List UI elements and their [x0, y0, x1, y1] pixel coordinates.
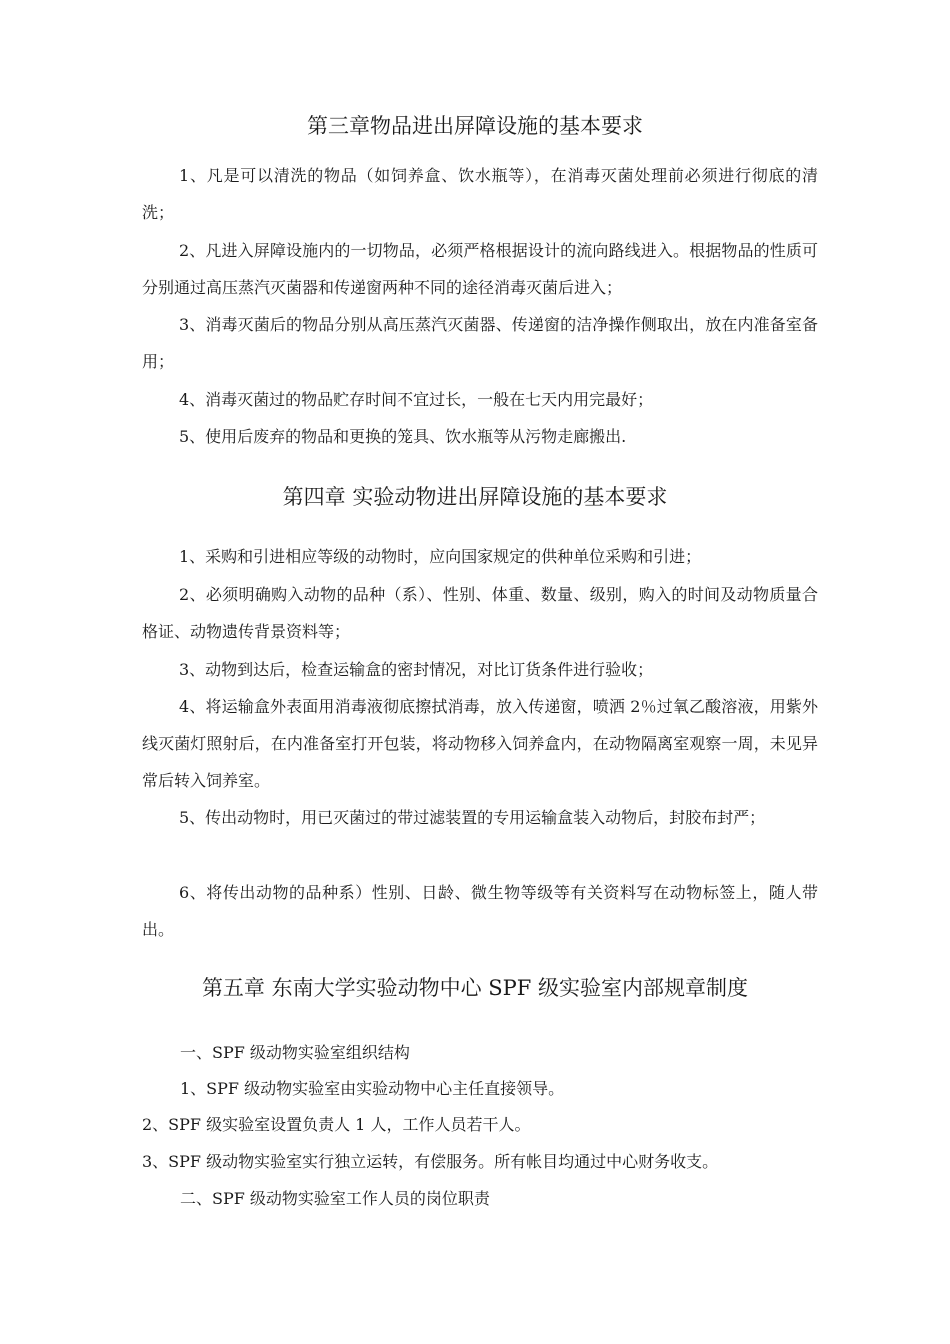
chapter-4-item-3: 3、动物到达后，检查运输盒的密封情况，对比订货条件进行验收；: [179, 660, 654, 679]
chapter-4-title: 第四章 实验动物进出屏障设施的基本要求: [282, 485, 668, 509]
chapter-4-item-5: 5、传出动物时，用已灭菌过的带过滤装置的专用运输盒装入动物后，封胶布封严；: [179, 808, 766, 827]
chapter-4-item-6: 6、将传出动物的品种系）性别、日龄、微生物等级等有关资料写在动物标签上，随人带出。: [142, 883, 818, 939]
chapter-4-item-2: 2、必须明确购入动物的品种（系）、性别、体重、数量、级别，购入的时间及动物质量合格证、动物遗传背景资料等；: [142, 585, 818, 641]
chapter-5-section-2: 二、SPF 级动物实验室工作人员的岗位职责: [180, 1189, 490, 1208]
chapter-4-item-4: 4、将运输盒外表面用消毒液彻底擦拭消毒，放入传递窗，喷洒 2％过氧乙酸溶液，用紫外线灭菌灯照射后，在内准备室打开包装，将动物移入饲养盒内，在动物隔离室观察一周，未见异常后转入饲养室。: [142, 697, 818, 790]
chapter-3-item-3: 3、消毒灭菌后的物品分别从高压蒸汽灭菌器、传递窗的洁净操作侧取出，放在内准备室备用；: [142, 315, 818, 371]
chapter-5-section-1: 一、SPF 级动物实验室组织结构: [180, 1043, 410, 1062]
chapter-5-item-1: 1、SPF 级动物实验室由实验动物中心主任直接领导。: [180, 1079, 565, 1098]
chapter-3-item-5: 5、使用后废弃的物品和更换的笼具、饮水瓶等从污物走廊搬出.: [179, 427, 627, 446]
chapter-5-item-2: 2、SPF 级实验室设置负责人 1 人，工作人员若干人。: [142, 1115, 531, 1134]
chapter-3-item-1: 1、凡是可以清洗的物品（如饲养盒、饮水瓶等），在消毒灭菌处理前必须进行彻底的清洗；: [142, 166, 818, 222]
chapter-5-item-3: 3、SPF 级动物实验室实行独立运转，有偿服务。所有帐目均通过中心财务收支。: [142, 1152, 719, 1171]
chapter-5-title: 第五章 东南大学实验动物中心 SPF 级实验室内部规章制度: [201, 976, 749, 1000]
chapter-3-title: 第三章物品进出屏障设施的基本要求: [307, 114, 643, 138]
chapter-3-item-2: 2、凡进入屏障设施内的一切物品，必须严格根据设计的流向路线进入。根据物品的性质可分别通过高压蒸汽灭菌器和传递窗两种不同的途径消毒灭菌后进入；: [142, 241, 818, 297]
chapter-3-item-4: 4、消毒灭菌过的物品贮存时间不宜过长，一般在七天内用完最好；: [179, 390, 654, 409]
chapter-4-item-1: 1、采购和引进相应等级的动物时，应向国家规定的供种单位采购和引进；: [179, 547, 702, 566]
